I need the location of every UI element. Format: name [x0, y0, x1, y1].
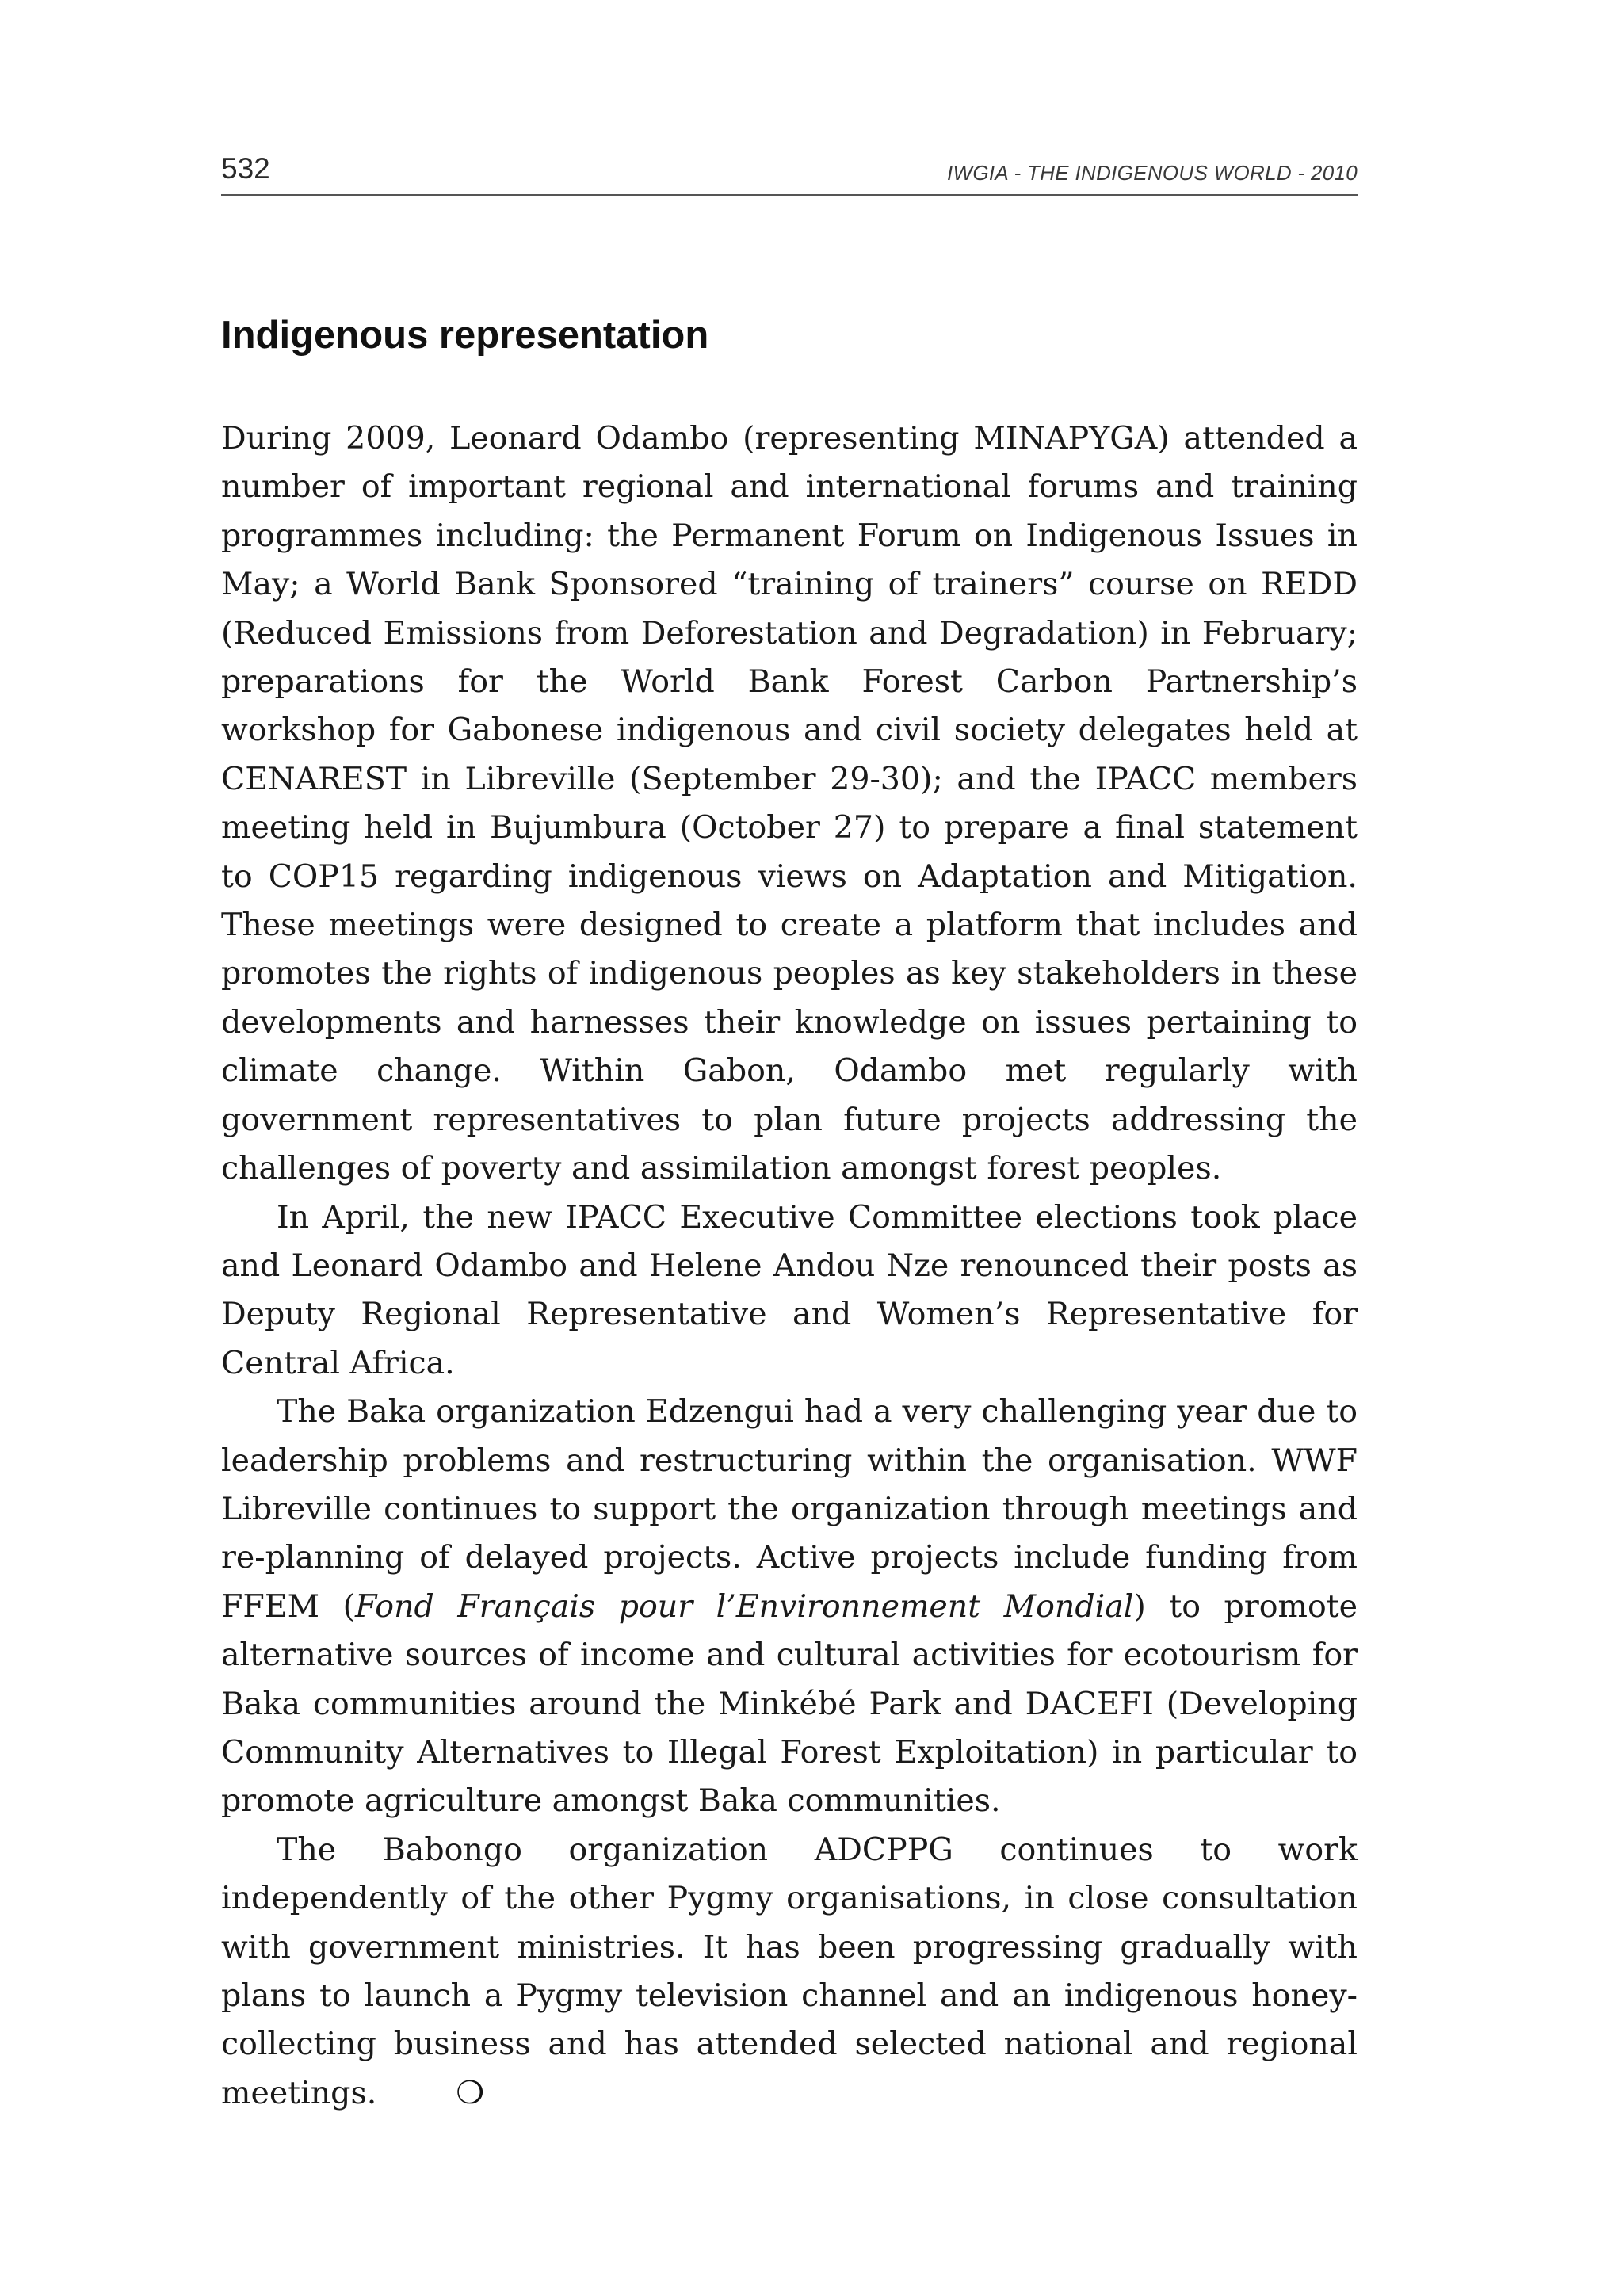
paragraph-3-text-after: ) to promote alternative sources of income and cultural activities for ecotourism for Baka communities around the Minkébé Park and DACEFI (Developing Community Alternatives to Illegal Forest Exploitation) in particular to promote agriculture amongst Baka communities. [221, 1587, 1358, 1820]
body-text [221, 415, 1358, 2118]
paragraph-2: In April, the new IPACC Executive Committee elections took place and Leonard Odambo and Helene Andou Nze renounced their posts as Deputy Regional Representative and Women’s Representative for Central Africa. [221, 1198, 1358, 1381]
paragraph-4 [221, 1826, 1358, 2118]
paragraph-3-italic-title: Fond Français pour l’Environnement Mondial [355, 1587, 1134, 1625]
page-number: 532 [221, 152, 270, 185]
page-header [221, 153, 1358, 196]
paragraph-3-text-before: The Baka organization Edzengui had a very challenging year due to leadership problems and restructuring within the organisation. WWF Libreville continues to support the organization through meetings and re-planning of delayed projects. Active projects include funding from FFEM ( [221, 1393, 1358, 1625]
running-head: IWGIA - THE INDIGENOUS WORLD - 2010 [946, 161, 1358, 185]
paragraph-3 [221, 1388, 1358, 1826]
section-heading: Indigenous representation [221, 314, 709, 357]
end-of-article-icon: ❍ [456, 2074, 485, 2111]
paragraph-1: During 2009, Leonard Odambo (representing MINAPYGA) attended a number of important regional and international forums and training programmes including: the Permanent Forum on Indigenous Issues in May; a World Bank Sponsored “training of trainers” course on REDD (Reduced Emissions from Deforestation and Degradation) in February; preparations for the World Bank Forest Carbon Partnership’s workshop for Gabonese indigenous and civil society delegates held at CENAREST in Libreville (September 29-30); and the IPACC members meeting held in Bujumbura (October 27) to prepare a final statement to COP15 regarding indigenous views on Adaptation and Mitigation. These meetings were designed to create a platform that includes and promotes the rights of indigenous peoples as key stakeholders in these developments and harnesses their knowledge on issues pertaining to climate change. Within Gabon, Odambo met regularly with government representatives to plan future projects addressing the challenges of poverty and assimilation amongst forest peoples. [221, 420, 1358, 1187]
paragraph-4-text: The Babongo organization ADCPPG continues to work independently of the other Pygmy organisations, in close consultation with government ministries. It has been progressing gradually with plans to launch a Pygmy television channel and an indigenous honey-collecting business and has attended selected national and regional meetings. [221, 1831, 1358, 2111]
